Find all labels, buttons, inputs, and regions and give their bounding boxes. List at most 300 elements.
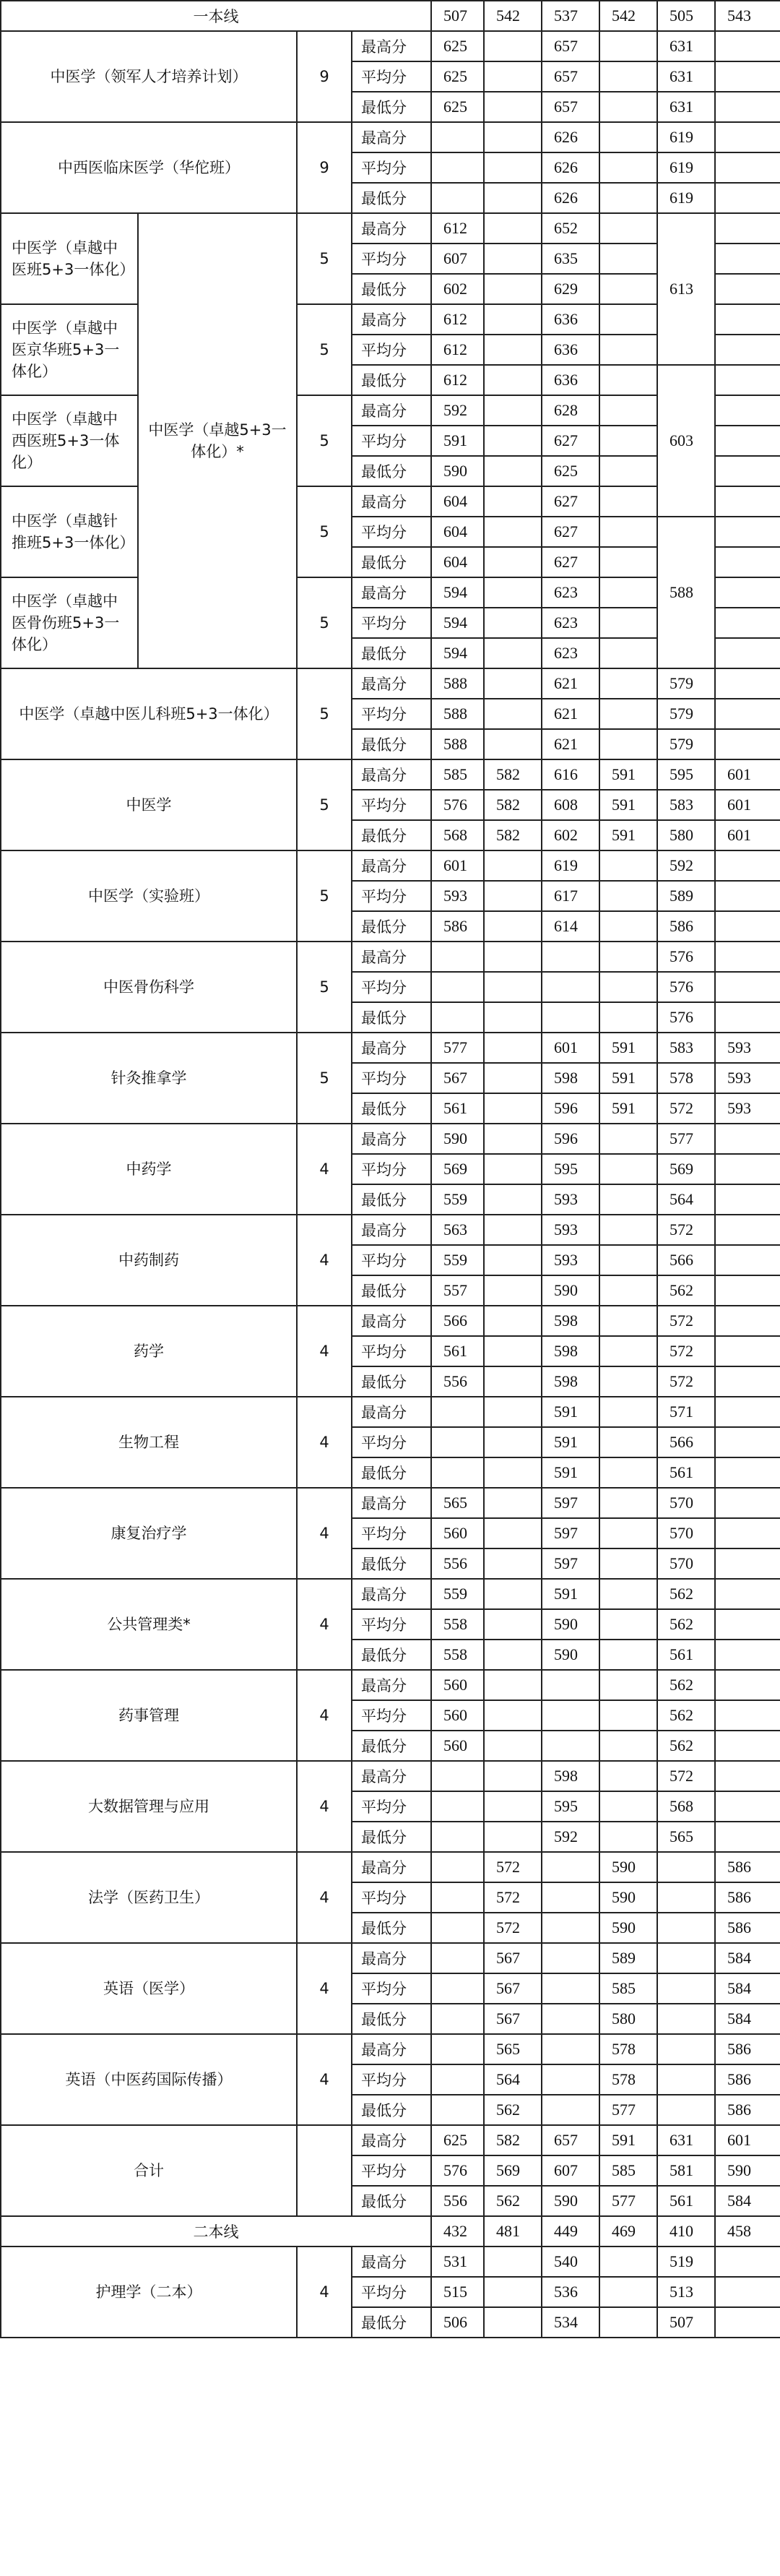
score-cell: 590 [542,2186,599,2216]
study-years: 9 [297,122,352,213]
major-name: 康复治疗学 [1,1488,297,1579]
score-cell: 626 [542,183,599,213]
score-cell [657,2095,715,2125]
score-cell: 591 [599,759,657,790]
score-cell [484,1822,542,1852]
score-cell: 584 [715,2186,780,2216]
score-cell: 577 [657,1124,715,1154]
score-cell: 590 [599,1913,657,1943]
score-cell [715,1640,780,1670]
score-cell: 601 [715,759,780,790]
score-cell [431,1852,484,1882]
score-cell [484,1336,542,1366]
score-cell: 593 [715,1093,780,1124]
score-cell: 591 [599,1063,657,1093]
score-cell [657,2034,715,2064]
score-cell: 581 [657,2155,715,2186]
score-cell: 607 [542,2155,599,2186]
study-years: 5 [297,213,352,304]
score-cell: 636 [542,335,599,365]
score-cell [484,638,542,668]
score-cell [715,335,780,365]
score-cell [484,122,542,152]
score-cell: 596 [542,1093,599,1124]
score-cell: 631 [657,31,715,61]
score-cell: 598 [542,1063,599,1093]
score-cell [484,1033,542,1063]
score-cell: 594 [431,638,484,668]
score-cell [542,1943,599,1973]
score-cell: 657 [542,92,599,122]
major-row [1,1670,780,1700]
score-cell: 580 [657,820,715,850]
score-cell [715,1245,780,1275]
score-cell [542,1852,599,1882]
score-cell: 561 [431,1336,484,1366]
score-cell [542,2004,599,2034]
score-cell: 564 [484,2064,542,2095]
score-cell: 578 [599,2034,657,2064]
score-cell: 567 [484,1943,542,1973]
score-cell: 595 [542,1154,599,1184]
score-cell [715,395,780,426]
score-cell [484,31,542,61]
score-cell: 570 [657,1548,715,1579]
major-row [1,1397,780,1427]
score-cell [484,608,542,638]
score-cell [715,1488,780,1518]
score-cell: 628 [542,395,599,426]
score-cell [484,1609,542,1640]
major-name: 针灸推拿学 [1,1033,297,1124]
score-cell [715,1184,780,1215]
score-cell [484,274,542,304]
score-cell [484,335,542,365]
score-cell: 585 [599,1973,657,2004]
score-cell: 619 [542,850,599,881]
score-cell [599,1154,657,1184]
stat-label: 最高分 [352,1306,431,1336]
score-cell: 559 [431,1579,484,1609]
score-cell [599,668,657,699]
score-cell [715,1397,780,1427]
score-cell [484,1731,542,1761]
score-cell [484,1488,542,1518]
score-cell [484,2247,542,2277]
score-cell: 595 [657,759,715,790]
score-cell: 631 [657,61,715,92]
score-cell: 591 [542,1397,599,1427]
stat-label: 最高分 [352,1579,431,1609]
score-cell [484,1640,542,1670]
stat-label: 最低分 [352,2186,431,2216]
score-cell [484,1427,542,1457]
score-cell [484,1124,542,1154]
score-cell [484,1366,542,1397]
score-cell: 657 [542,61,599,92]
score-cell [715,365,780,395]
score-cell [715,456,780,486]
stat-label: 平均分 [352,1700,431,1731]
cutoff-score: 469 [599,2216,657,2247]
score-cell: 579 [657,699,715,729]
score-cell: 619 [657,152,715,183]
score-cell [484,1457,542,1488]
score-cell [599,1488,657,1518]
major-row [1,1488,780,1518]
score-cell [715,1731,780,1761]
score-cell [484,152,542,183]
score-cell: 572 [657,1306,715,1336]
score-cell: 580 [599,2004,657,2034]
score-cell [484,517,542,547]
merged-score: 603 [657,365,715,517]
score-cell: 534 [542,2307,599,2338]
score-cell: 616 [542,759,599,790]
major-name: 药事管理 [1,1670,297,1761]
score-cell: 625 [431,92,484,122]
score-cell: 590 [715,2155,780,2186]
major-row [1,2247,780,2277]
stat-label: 最低分 [352,729,431,759]
score-cell: 585 [431,759,484,790]
score-cell [599,456,657,486]
score-cell [431,1822,484,1852]
sub-major-name: 中医学（卓越针推班5+3一体化） [1,486,138,577]
major-row [1,668,780,699]
stat-label: 平均分 [352,2155,431,2186]
stat-label: 最低分 [352,547,431,577]
stat-label: 最低分 [352,1184,431,1215]
major-name: 法学（医药卫生） [1,1852,297,1943]
score-cell: 593 [542,1245,599,1275]
major-row [1,1943,780,1973]
major-name: 中西医临床医学（华佗班） [1,122,297,213]
cutoff-score: 537 [542,1,599,31]
stat-label: 最低分 [352,911,431,942]
score-cell: 506 [431,2307,484,2338]
score-cell [431,2064,484,2095]
score-cell [484,61,542,92]
score-cell: 598 [542,1761,599,1791]
stat-label: 最高分 [352,1943,431,1973]
score-cell: 592 [431,395,484,426]
score-cell [484,1791,542,1822]
score-cell [542,1700,599,1731]
score-cell [431,1882,484,1913]
cutoff-score: 449 [542,2216,599,2247]
score-cell: 562 [484,2186,542,2216]
stat-label: 最高分 [352,577,431,608]
major-name: 英语（医学） [1,1943,297,2034]
score-cell [715,1306,780,1336]
score-cell [599,122,657,152]
score-cell: 570 [657,1488,715,1518]
score-cell [599,1457,657,1488]
score-cell: 586 [715,2034,780,2064]
stat-label: 最高分 [352,31,431,61]
score-cell: 591 [542,1457,599,1488]
score-cell [542,2095,599,2125]
score-cell: 568 [657,1791,715,1822]
score-cell [715,1609,780,1640]
score-cell: 557 [431,1275,484,1306]
stat-label: 平均分 [352,699,431,729]
score-cell: 588 [431,699,484,729]
study-years: 4 [297,1943,352,2034]
stat-label: 最低分 [352,2004,431,2034]
score-cell [599,729,657,759]
score-cell: 567 [431,1063,484,1093]
major-row [1,31,780,61]
score-cell [599,213,657,244]
score-cell: 627 [542,486,599,517]
score-cell [542,2034,599,2064]
score-cell [484,1518,542,1548]
score-cell: 597 [542,1488,599,1518]
score-cell [715,942,780,972]
stat-label: 最低分 [352,820,431,850]
score-cell: 560 [431,1518,484,1548]
sub-major-name: 中医学（卓越中医骨伤班5+3一体化） [1,577,138,668]
score-cell: 595 [542,1791,599,1822]
score-cell: 591 [599,1093,657,1124]
score-cell [484,1275,542,1306]
stat-label: 最低分 [352,1093,431,1124]
score-cell [599,1427,657,1457]
cutoff-score: 432 [431,2216,484,2247]
score-cell [599,1640,657,1670]
cutoff-row [1,1,780,31]
study-years: 5 [297,1033,352,1124]
score-cell: 536 [542,2277,599,2307]
score-cell: 601 [715,790,780,820]
score-cell [484,2277,542,2307]
stat-label: 平均分 [352,1518,431,1548]
score-cell [599,1306,657,1336]
score-cell: 612 [431,335,484,365]
score-cell: 572 [484,1913,542,1943]
score-cell [599,517,657,547]
score-cell: 572 [657,1215,715,1245]
score-cell: 597 [542,1518,599,1548]
score-cell: 586 [715,2095,780,2125]
major-name: 合计 [1,2125,297,2216]
score-cell: 540 [542,2247,599,2277]
score-cell: 586 [715,1852,780,1882]
score-cell: 569 [431,1154,484,1184]
score-cell [484,1063,542,1093]
study-years: 4 [297,1397,352,1488]
score-cell [599,395,657,426]
score-cell: 623 [542,638,599,668]
stat-label: 平均分 [352,972,431,1002]
score-cell: 625 [431,2125,484,2155]
score-cell: 590 [542,1640,599,1670]
stat-label: 平均分 [352,1791,431,1822]
score-cell: 586 [431,911,484,942]
score-cell [599,1609,657,1640]
score-cell: 602 [431,274,484,304]
score-cell: 582 [484,2125,542,2155]
score-cell: 598 [542,1306,599,1336]
score-cell: 631 [657,92,715,122]
score-cell [599,31,657,61]
sub-major-name: 中医学（卓越中医班5+3一体化） [1,213,138,304]
stat-label: 最低分 [352,638,431,668]
score-cell: 558 [431,1609,484,1640]
score-cell [715,638,780,668]
score-cell: 582 [484,790,542,820]
score-cell: 591 [542,1579,599,1609]
stat-label: 最低分 [352,1640,431,1670]
score-cell: 572 [657,1761,715,1791]
score-cell [431,2095,484,2125]
stat-label: 最高分 [352,122,431,152]
score-cell [715,547,780,577]
score-cell [431,1427,484,1457]
score-cell: 625 [542,456,599,486]
score-cell: 593 [431,881,484,911]
score-cell: 559 [431,1245,484,1275]
stat-label: 平均分 [352,1609,431,1640]
score-cell: 519 [657,2247,715,2277]
score-cell [484,1579,542,1609]
score-cell [484,1245,542,1275]
major-name: 护理学（二本） [1,2247,297,2338]
score-cell [484,244,542,274]
score-cell [715,122,780,152]
score-cell: 612 [431,213,484,244]
score-cell: 590 [599,1852,657,1882]
score-cell [599,881,657,911]
score-cell [431,2004,484,2034]
study-years: 4 [297,1215,352,1306]
score-cell: 577 [431,1033,484,1063]
score-cell [657,1973,715,2004]
score-cell: 577 [599,2186,657,2216]
score-cell: 593 [715,1033,780,1063]
study-years: 4 [297,2247,352,2338]
score-cell [484,1670,542,1700]
score-cell: 596 [542,1124,599,1154]
score-cell: 597 [542,1548,599,1579]
stat-label: 最低分 [352,92,431,122]
score-cell [715,668,780,699]
score-cell: 621 [542,699,599,729]
study-years: 4 [297,1670,352,1761]
score-cell [484,183,542,213]
score-cell: 584 [715,1943,780,1973]
score-cell [599,1518,657,1548]
score-cell [599,2307,657,2338]
major-row [1,850,780,881]
score-cell [657,1852,715,1882]
stat-label: 平均分 [352,881,431,911]
score-cell: 591 [599,790,657,820]
score-cell: 560 [431,1700,484,1731]
stat-label: 最低分 [352,1366,431,1397]
score-cell [599,92,657,122]
score-cell: 602 [542,820,599,850]
score-cell: 619 [657,122,715,152]
score-cell: 565 [431,1488,484,1518]
score-cell [599,911,657,942]
score-cell: 569 [484,2155,542,2186]
score-cell [484,1215,542,1245]
cutoff-score: 542 [484,1,542,31]
score-cell [715,152,780,183]
score-cell [715,2307,780,2338]
score-cell: 563 [431,1215,484,1245]
major-row [1,1852,780,1882]
score-cell [715,1822,780,1852]
score-cell [715,1518,780,1548]
score-cell [599,365,657,395]
score-cell: 626 [542,122,599,152]
score-cell [715,699,780,729]
study-years [297,2125,352,2216]
score-cell: 657 [542,2125,599,2155]
score-cell [599,1397,657,1427]
score-cell [431,1973,484,2004]
score-cell [715,1579,780,1609]
stat-label: 最高分 [352,1670,431,1700]
stat-label: 最低分 [352,365,431,395]
score-cell [715,61,780,92]
score-cell [484,1002,542,1033]
stat-label: 平均分 [352,152,431,183]
score-cell [431,152,484,183]
score-cell [715,1336,780,1366]
score-cell [431,1397,484,1427]
score-cell [715,183,780,213]
score-cell [599,699,657,729]
score-cell: 562 [657,1275,715,1306]
stat-label: 最低分 [352,1913,431,1943]
score-cell [599,426,657,456]
major-row [1,942,780,972]
score-cell: 567 [484,1973,542,2004]
score-cell [484,1397,542,1427]
score-cell [715,1457,780,1488]
score-cell [484,395,542,426]
study-years: 4 [297,2034,352,2125]
score-cell: 513 [657,2277,715,2307]
score-cell: 627 [542,517,599,547]
major-row [1,1124,780,1154]
score-cell [599,1184,657,1215]
score-cell [484,456,542,486]
cutoff-row [1,2216,780,2247]
score-cell: 562 [657,1579,715,1609]
score-cell [715,274,780,304]
score-cell [715,244,780,274]
score-cell [599,61,657,92]
score-cell [715,577,780,608]
score-cell: 562 [657,1731,715,1761]
score-cell: 636 [542,304,599,335]
score-cell [715,517,780,547]
stat-label: 最高分 [352,1488,431,1518]
score-cell: 572 [657,1093,715,1124]
score-cell [484,1761,542,1791]
score-cell: 625 [431,61,484,92]
score-cell: 591 [599,1033,657,1063]
major-name: 中医学（卓越中医儿科班5+3一体化） [1,668,297,759]
major-row [1,1761,780,1791]
score-cell: 591 [599,2125,657,2155]
